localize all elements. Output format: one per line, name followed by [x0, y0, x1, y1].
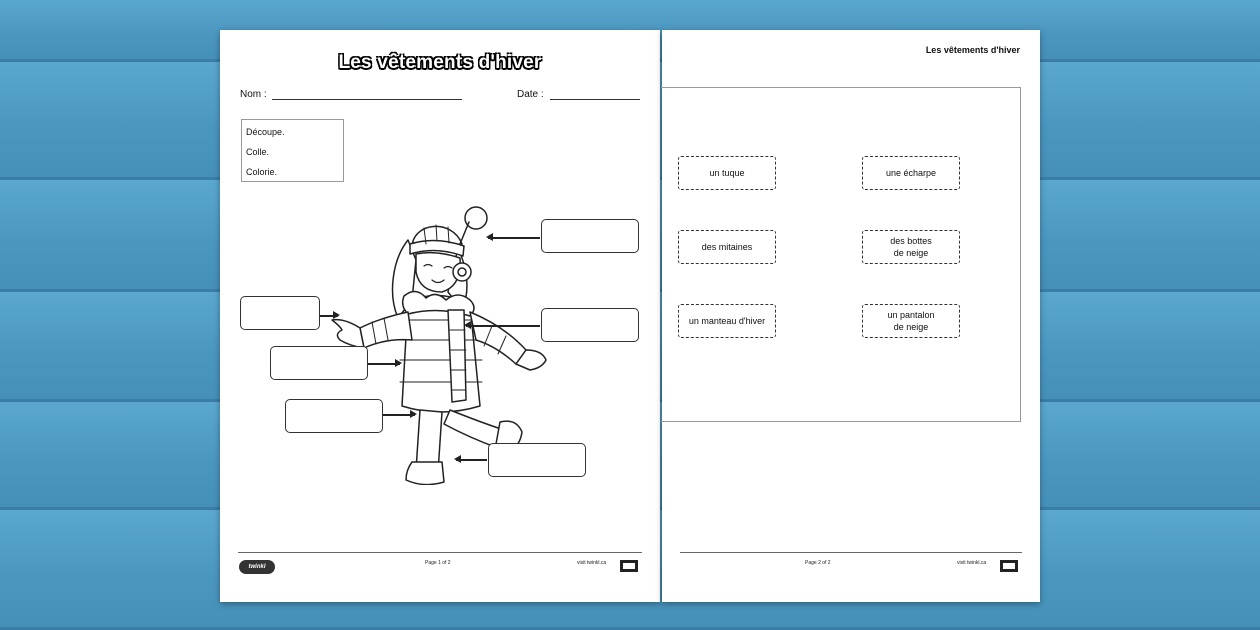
- worksheet-title: Les vêtements d'hiver: [338, 52, 542, 73]
- cutout-label[interactable]: un tuque: [678, 156, 776, 190]
- footer-divider: [680, 552, 1022, 553]
- arrow-scarf: [466, 325, 540, 327]
- date-label: Date :: [517, 89, 544, 100]
- instruction-glue: Colle.: [246, 147, 270, 157]
- answer-box-mittens[interactable]: [240, 296, 320, 330]
- cutout-label[interactable]: un manteau d'hiver: [678, 304, 776, 338]
- answer-box-snow-pants[interactable]: [285, 399, 383, 433]
- footer-brand: visit twinkl.ca: [577, 560, 607, 566]
- worksheet-page-1: [220, 30, 660, 602]
- date-line: [550, 99, 640, 100]
- twinkl-badge-icon: [618, 556, 640, 576]
- instructions-box: [241, 119, 344, 182]
- cutout-label[interactable]: des mitaines: [678, 230, 776, 264]
- twinkl-logo: twinkl: [239, 560, 275, 574]
- name-label: Nom :: [240, 89, 267, 100]
- cutout-label[interactable]: un pantalon de neige: [862, 304, 960, 338]
- page-number: Page 1 of 2: [425, 560, 451, 566]
- arrow-snow-pants: [383, 414, 415, 416]
- cutout-label[interactable]: des bottes de neige: [862, 230, 960, 264]
- footer-divider: [238, 552, 642, 553]
- name-line: [272, 99, 462, 100]
- page-number: Page 2 of 2: [805, 560, 831, 566]
- cutout-page-header: Les vêtements d'hiver: [925, 45, 1020, 55]
- answer-box-coat[interactable]: [270, 346, 368, 380]
- arrow-coat: [368, 363, 400, 365]
- instruction-cut: Découpe.: [246, 127, 285, 137]
- worksheet-page-2: [662, 30, 1040, 602]
- arrow-mittens: [320, 315, 338, 317]
- twinkl-badge-icon: [998, 556, 1020, 576]
- instruction-color: Colorie.: [246, 167, 278, 177]
- answer-box-hat[interactable]: [541, 219, 639, 253]
- arrow-hat: [488, 237, 540, 239]
- cutout-label[interactable]: une écharpe: [862, 156, 960, 190]
- answer-box-snow-boots[interactable]: [488, 443, 586, 477]
- arrow-snow-boots: [456, 459, 487, 461]
- footer-brand: visit twinkl.ca: [957, 560, 987, 566]
- answer-box-scarf[interactable]: [541, 308, 639, 342]
